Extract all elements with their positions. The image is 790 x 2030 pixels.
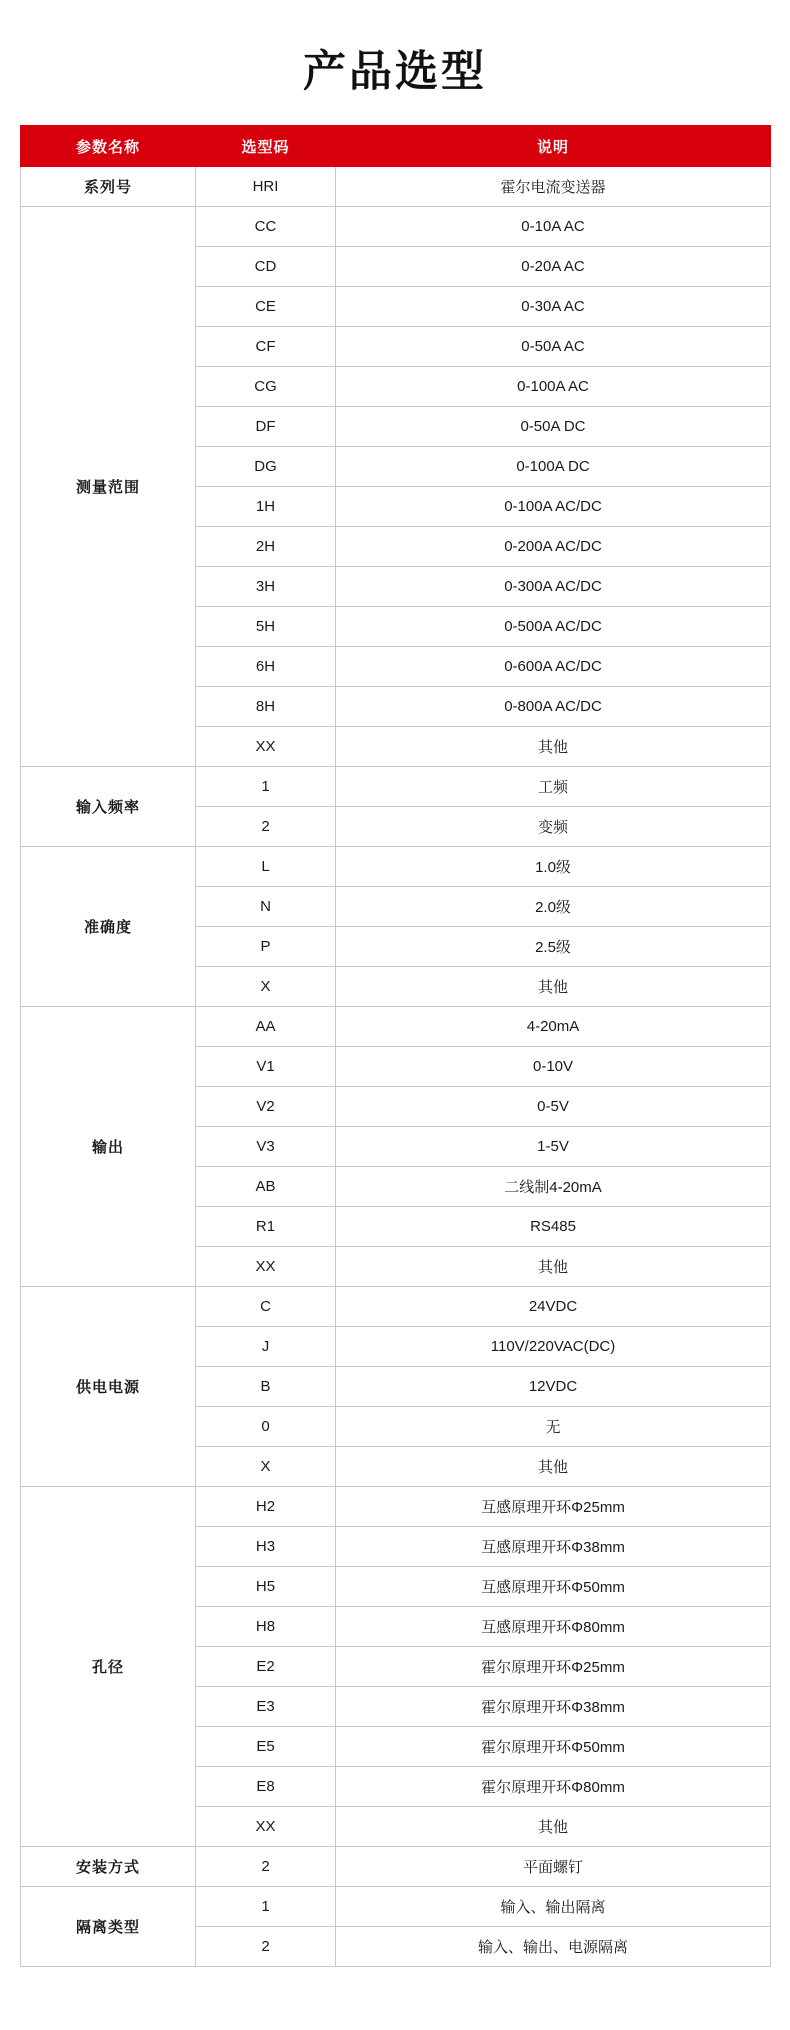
parameter-name-cell: 输出 xyxy=(21,1007,196,1287)
description-cell: 其他 xyxy=(336,727,771,767)
selection-code-cell: H2 xyxy=(196,1487,336,1527)
selection-code-cell: H8 xyxy=(196,1607,336,1647)
selection-code-cell: B xyxy=(196,1367,336,1407)
description-cell: 0-20A AC xyxy=(336,247,771,287)
selection-code-cell: E5 xyxy=(196,1727,336,1767)
selection-code-cell: CD xyxy=(196,247,336,287)
selection-code-cell: 8H xyxy=(196,687,336,727)
selection-code-cell: CF xyxy=(196,327,336,367)
selection-code-cell: CE xyxy=(196,287,336,327)
description-cell: 工频 xyxy=(336,767,771,807)
selection-code-cell: L xyxy=(196,847,336,887)
description-cell: 霍尔原理开环Φ80mm xyxy=(336,1767,771,1807)
description-cell: 2.0级 xyxy=(336,887,771,927)
description-cell: 0-100A AC xyxy=(336,367,771,407)
selection-code-cell: AA xyxy=(196,1007,336,1047)
selection-code-cell: V2 xyxy=(196,1087,336,1127)
selection-code-cell: X xyxy=(196,1447,336,1487)
description-cell: 输入、输出、电源隔离 xyxy=(336,1927,771,1967)
description-cell: 其他 xyxy=(336,1807,771,1847)
table-body xyxy=(21,167,771,1967)
description-cell: 0-5V xyxy=(336,1087,771,1127)
selection-code-cell: 1 xyxy=(196,1887,336,1927)
selection-code-cell: CG xyxy=(196,367,336,407)
description-cell: 互感原理开环Φ25mm xyxy=(336,1487,771,1527)
selection-code-cell: CC xyxy=(196,207,336,247)
description-cell: 输入、输出隔离 xyxy=(336,1887,771,1927)
selection-code-cell: E8 xyxy=(196,1767,336,1807)
description-cell: 0-600A AC/DC xyxy=(336,647,771,687)
description-cell: 0-30A AC xyxy=(336,287,771,327)
description-cell: 0-50A AC xyxy=(336,327,771,367)
description-cell: 0-800A AC/DC xyxy=(336,687,771,727)
description-cell: 霍尔原理开环Φ38mm xyxy=(336,1687,771,1727)
selection-code-cell: 3H xyxy=(196,567,336,607)
description-cell: 0-50A DC xyxy=(336,407,771,447)
description-cell: 无 xyxy=(336,1407,771,1447)
description-cell: 互感原理开环Φ50mm xyxy=(336,1567,771,1607)
description-cell: 0-10V xyxy=(336,1047,771,1087)
description-cell: 1.0级 xyxy=(336,847,771,887)
selection-code-cell: 1H xyxy=(196,487,336,527)
selection-code-cell: E2 xyxy=(196,1647,336,1687)
description-cell: 霍尔原理开环Φ50mm xyxy=(336,1727,771,1767)
description-cell: 1-5V xyxy=(336,1127,771,1167)
product-selection-table xyxy=(20,125,771,1967)
selection-code-cell: 2 xyxy=(196,1927,336,1967)
selection-code-cell: H3 xyxy=(196,1527,336,1567)
table-row xyxy=(21,207,771,247)
description-cell: 4-20mA xyxy=(336,1007,771,1047)
description-cell: 变频 xyxy=(336,807,771,847)
selection-code-cell: P xyxy=(196,927,336,967)
selection-code-cell: 6H xyxy=(196,647,336,687)
description-cell: 霍尔电流变送器 xyxy=(336,167,771,207)
page-title: 产品选型 xyxy=(303,47,487,97)
selection-code-cell: 2H xyxy=(196,527,336,567)
table-row xyxy=(21,167,771,207)
table-row xyxy=(21,767,771,807)
description-cell: 0-100A DC xyxy=(336,447,771,487)
description-cell: RS485 xyxy=(336,1207,771,1247)
selection-code-cell: R1 xyxy=(196,1207,336,1247)
description-cell: 其他 xyxy=(336,1247,771,1287)
selection-code-cell: XX xyxy=(196,1807,336,1847)
selection-code-cell: E3 xyxy=(196,1687,336,1727)
table-header-row xyxy=(21,126,771,167)
selection-code-cell: 2 xyxy=(196,807,336,847)
selection-code-cell: DF xyxy=(196,407,336,447)
selection-code-cell: 2 xyxy=(196,1847,336,1887)
description-cell: 2.5级 xyxy=(336,927,771,967)
table-header xyxy=(21,126,771,167)
column-header-selection-code: 选型码 xyxy=(196,126,336,167)
description-cell: 霍尔原理开环Φ25mm xyxy=(336,1647,771,1687)
selection-code-cell: AB xyxy=(196,1167,336,1207)
table-row xyxy=(21,1007,771,1047)
description-cell: 0-100A AC/DC xyxy=(336,487,771,527)
description-cell: 互感原理开环Φ38mm xyxy=(336,1527,771,1567)
selection-code-cell: 1 xyxy=(196,767,336,807)
description-cell: 24VDC xyxy=(336,1287,771,1327)
selection-code-cell: 0 xyxy=(196,1407,336,1447)
table-row xyxy=(21,1287,771,1327)
column-header-description: 说明 xyxy=(336,126,771,167)
parameter-name-cell: 供电电源 xyxy=(21,1287,196,1487)
selection-code-cell: XX xyxy=(196,1247,336,1287)
description-cell: 110V/220VAC(DC) xyxy=(336,1327,771,1367)
description-cell: 0-300A AC/DC xyxy=(336,567,771,607)
parameter-name-cell: 安装方式 xyxy=(21,1847,196,1887)
description-cell: 0-500A AC/DC xyxy=(336,607,771,647)
parameter-name-cell: 测量范围 xyxy=(21,207,196,767)
parameter-name-cell: 系列号 xyxy=(21,167,196,207)
parameter-name-cell: 孔径 xyxy=(21,1487,196,1847)
selection-code-cell: DG xyxy=(196,447,336,487)
parameter-name-cell: 准确度 xyxy=(21,847,196,1007)
description-cell: 0-200A AC/DC xyxy=(336,527,771,567)
selection-code-cell: V3 xyxy=(196,1127,336,1167)
table-row xyxy=(21,1887,771,1927)
description-cell: 平面螺钉 xyxy=(336,1847,771,1887)
selection-code-cell: XX xyxy=(196,727,336,767)
parameter-name-cell: 隔离类型 xyxy=(21,1887,196,1967)
description-cell: 其他 xyxy=(336,1447,771,1487)
selection-code-cell: J xyxy=(196,1327,336,1367)
table-row xyxy=(21,1487,771,1527)
selection-code-cell: HRI xyxy=(196,167,336,207)
description-cell: 二线制4-20mA xyxy=(336,1167,771,1207)
selection-code-cell: N xyxy=(196,887,336,927)
parameter-name-cell: 输入频率 xyxy=(21,767,196,847)
selection-code-cell: X xyxy=(196,967,336,1007)
selection-code-cell: V1 xyxy=(196,1047,336,1087)
description-cell: 互感原理开环Φ80mm xyxy=(336,1607,771,1647)
description-cell: 12VDC xyxy=(336,1367,771,1407)
column-header-parameter-name: 参数名称 xyxy=(21,126,196,167)
description-cell: 其他 xyxy=(336,967,771,1007)
selection-code-cell: H5 xyxy=(196,1567,336,1607)
table-row xyxy=(21,847,771,887)
selection-code-cell: C xyxy=(196,1287,336,1327)
selection-code-cell: 5H xyxy=(196,607,336,647)
table-row xyxy=(21,1847,771,1887)
description-cell: 0-10A AC xyxy=(336,207,771,247)
